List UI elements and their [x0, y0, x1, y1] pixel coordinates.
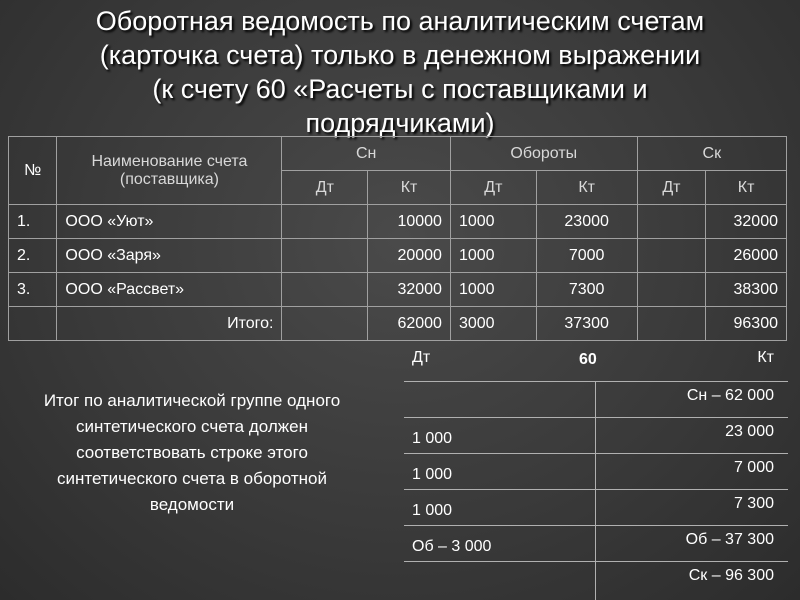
row-closing-kt: 32000 — [706, 205, 787, 239]
header-turnover: Обороты — [450, 137, 637, 171]
slide-title — [20, 4, 780, 140]
row-opening-kt: 32000 — [368, 273, 451, 307]
row-opening-dt — [282, 273, 368, 307]
row-closing-dt — [637, 239, 706, 273]
header-row-1 — [9, 137, 787, 171]
total-opening-dt — [282, 307, 368, 341]
row-opening-dt — [282, 239, 368, 273]
total-turnover-kt: 37300 — [536, 307, 637, 341]
row-closing-dt — [637, 273, 706, 307]
row-turnover-dt: 1000 — [450, 273, 536, 307]
title-line-1: Оборотная ведомость по аналитическим счетам — [95, 6, 705, 36]
t-account-debit-label: Дт — [412, 349, 431, 366]
header-turnover-kt: Кт — [536, 171, 637, 205]
header-closing-dt: Дт — [637, 171, 706, 205]
row-num: 3. — [9, 273, 57, 307]
row-supplier-name: ООО «Рассвет» — [57, 273, 282, 307]
total-row — [9, 307, 787, 341]
header-closing-kt: Кт — [706, 171, 787, 205]
row-turnover-dt: 1000 — [450, 205, 536, 239]
total-label: Итого: — [57, 307, 282, 341]
table-row — [9, 273, 787, 307]
t-account-credit: 7 000 — [733, 459, 774, 476]
t-account-credit: Ск – 96 300 — [688, 567, 774, 584]
explanatory-note: Итог по аналитической группе одного синтетического счета должен соответствовать строке этого синтетического счета в оборотной ведомости — [43, 391, 341, 514]
header-name: Наименование счета (поставщика) — [57, 137, 282, 205]
t-account-debit: Об – 3 000 — [412, 538, 492, 555]
row-supplier-name: ООО «Уют» — [57, 205, 282, 239]
row-supplier-name: ООО «Заря» — [57, 239, 282, 273]
t-account-credit: Сн – 62 000 — [686, 387, 774, 404]
row-opening-kt: 10000 — [368, 205, 451, 239]
row-num: 1. — [9, 205, 57, 239]
title-line-3: (к счету 60 «Расчеты с поставщиками и — [152, 74, 648, 104]
t-account-row — [404, 561, 788, 600]
t-account-row — [404, 525, 788, 562]
t-account-debit: 1 000 — [412, 430, 453, 447]
total-closing-kt: 96300 — [706, 307, 787, 341]
header-num: № — [9, 137, 57, 205]
row-closing-dt — [637, 205, 706, 239]
turnover-ledger-table — [8, 136, 787, 341]
row-num: 2. — [9, 239, 57, 273]
t-account-credit-label: Кт — [757, 349, 774, 366]
total-num-empty — [9, 307, 57, 341]
row-turnover-kt: 23000 — [536, 205, 637, 239]
row-turnover-kt: 7300 — [536, 273, 637, 307]
row-turnover-kt: 7000 — [536, 239, 637, 273]
header-closing: Ск — [637, 137, 786, 171]
t-account-row — [404, 381, 788, 418]
header-opening-kt: Кт — [368, 171, 451, 205]
total-opening-kt: 62000 — [368, 307, 451, 341]
row-closing-kt: 38300 — [706, 273, 787, 307]
row-opening-kt: 20000 — [368, 239, 451, 273]
t-account-credit: Об – 37 300 — [685, 531, 774, 548]
t-account-row — [404, 489, 788, 526]
t-account-row — [404, 453, 788, 490]
total-closing-dt — [637, 307, 706, 341]
header-turnover-dt: Дт — [450, 171, 536, 205]
t-account-debit: 1 000 — [412, 502, 453, 519]
table-row — [9, 205, 787, 239]
header-opening: Сн — [282, 137, 451, 171]
row-opening-dt — [282, 205, 368, 239]
row-turnover-dt: 1000 — [450, 239, 536, 273]
t-account-debit: 1 000 — [412, 466, 453, 483]
header-opening-dt: Дт — [282, 171, 368, 205]
t-account-60 — [404, 343, 788, 600]
t-account-credit: 7 300 — [733, 495, 774, 512]
table-row — [9, 239, 787, 273]
title-line-4: подрядчиками) — [305, 108, 495, 138]
t-account-header — [404, 343, 788, 381]
t-account-row — [404, 417, 788, 454]
t-account-number: 60 — [579, 351, 597, 368]
total-turnover-dt: 3000 — [450, 307, 536, 341]
title-line-2: (карточка счета) только в денежном выражении — [99, 40, 701, 70]
row-closing-kt: 26000 — [706, 239, 787, 273]
t-account-credit: 23 000 — [725, 423, 774, 440]
